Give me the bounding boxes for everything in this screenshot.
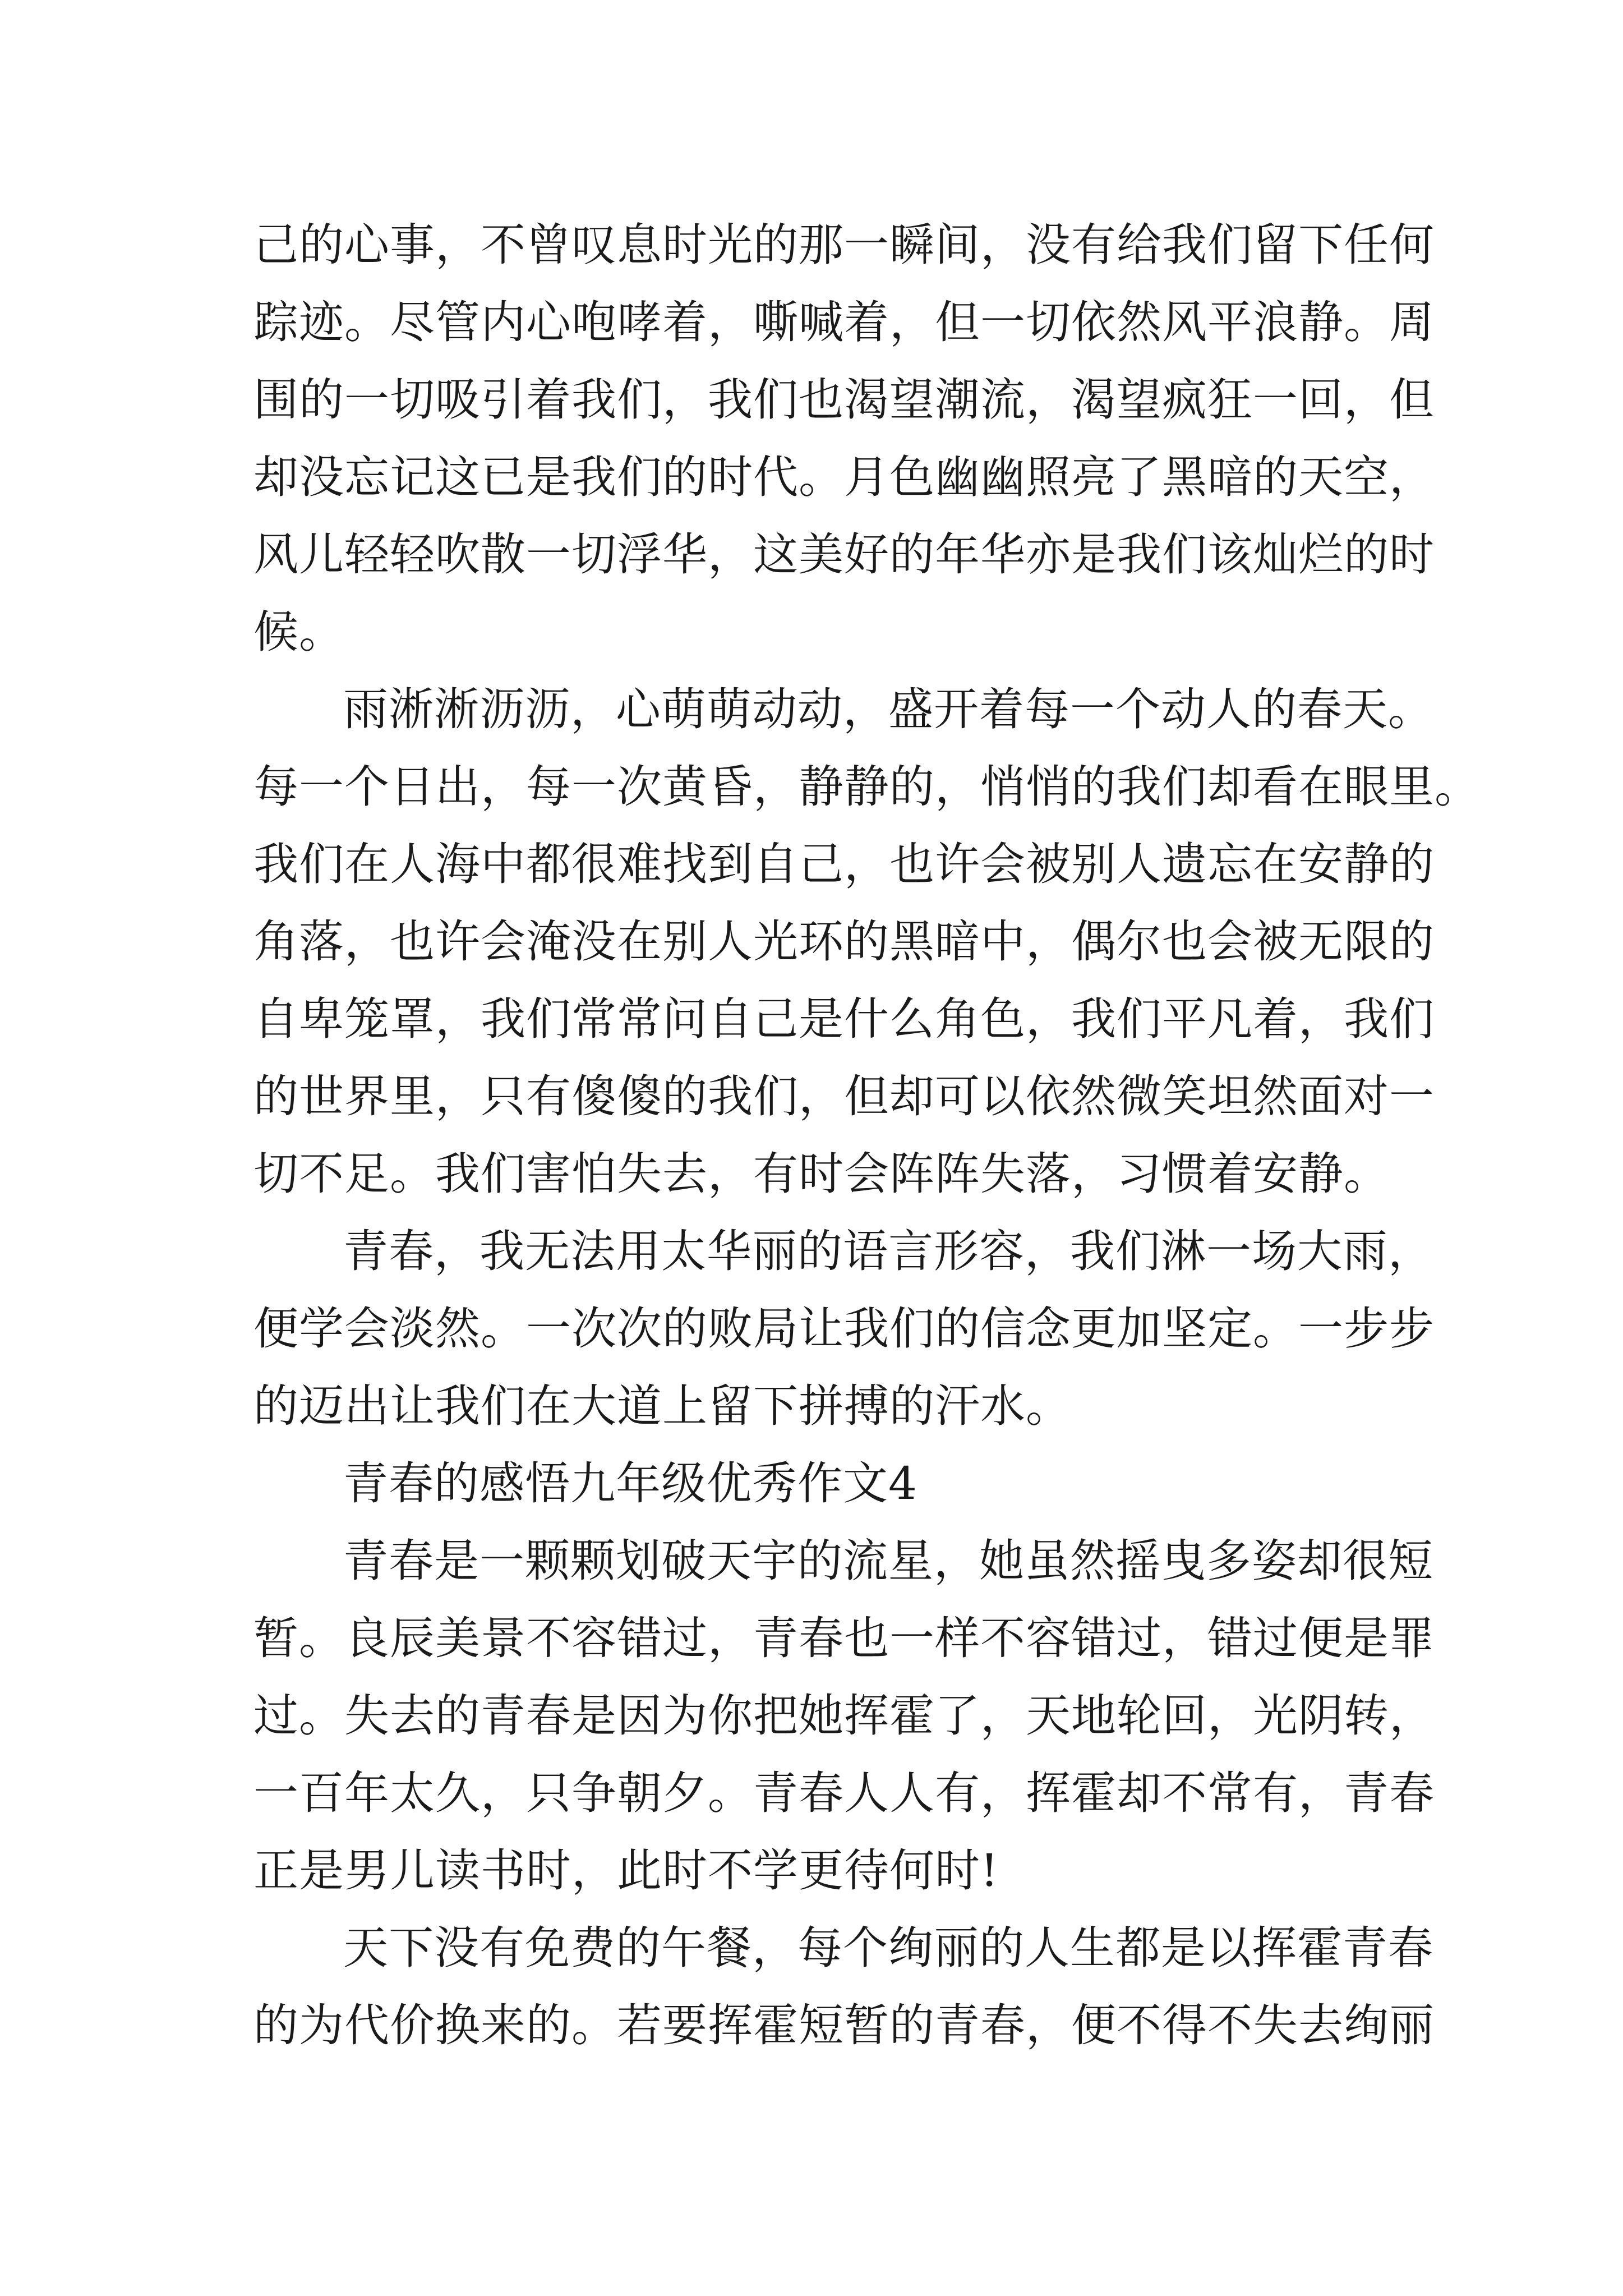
text-line: 却没忘记这已是我们的时代。月色幽幽照亮了黑暗的天空， [253,451,1435,503]
text-line: 切不足。我们害怕失去，有时会阵阵失落，习惯着安静。 [253,1148,1389,1200]
text-line: 的为代价换来的。若要挥霍短暂的青春，便不得不失去绚丽 [253,1999,1435,2051]
text-line: 青春的感悟九年级优秀作文4 [343,1457,917,1510]
text-line: 一百年太久，只争朝夕。青春人人有，挥霍却不常有，青春 [253,1767,1435,1819]
text-line: 青春是一颗颗划破天宇的流星，她虽然摇曳多姿却很短 [343,1535,1433,1587]
text-line: 踪迹。尽管内心咆哮着，嘶喊着，但一切依然风平浪静。周 [253,296,1435,348]
text-line: 我们在人海中都很难找到自己，也许会被别人遗忘在安静的 [253,838,1435,890]
text-line: 雨淅淅沥沥，心萌萌动动，盛开着每一个动人的春天。 [343,683,1433,735]
text-line: 己的心事，不曾叹息时光的那一瞬间，没有给我们留下任何 [253,219,1435,271]
text-line: 青春，我无法用太华丽的语言形容，我们淋一场大雨， [343,1225,1433,1277]
text-line: 的世界里，只有傻傻的我们，但却可以依然微笑坦然面对一 [253,1070,1435,1122]
text-line: 正是男儿读书时，此时不学更待何时! [253,1844,999,1897]
text-line: 的迈出让我们在大道上留下拼搏的汗水。 [253,1380,1071,1432]
text-line: 围的一切吸引着我们，我们也渴望潮流，渴望疯狂一回，但 [253,374,1435,426]
text-line: 便学会淡然。一次次的败局让我们的信念更加坚定。一步步 [253,1303,1435,1355]
text-line: 暂。良辰美景不容错过，青春也一样不容错过，错过便是罪 [253,1612,1435,1664]
text-line: 过。失去的青春是因为你把她挥霍了，天地轮回，光阴转， [253,1690,1435,1742]
text-line: 候。 [253,606,344,658]
document-body [253,206,1480,2064]
text-line: 天下没有免费的午餐，每个绚丽的人生都是以挥霍青春 [343,1922,1433,1974]
text-line: 风儿轻轻吹散一切浮华，这美好的年华亦是我们该灿烂的时 [253,528,1435,581]
text-line: 自卑笼罩，我们常常问自己是什么角色，我们平凡着，我们 [253,993,1435,1045]
text-line: 角落，也许会淹没在别人光环的黑暗中，偶尔也会被无限的 [253,915,1435,968]
text-line: 每一个日出，每一次黄昏，静静的，悄悄的我们却看在眼里。 [253,761,1480,813]
